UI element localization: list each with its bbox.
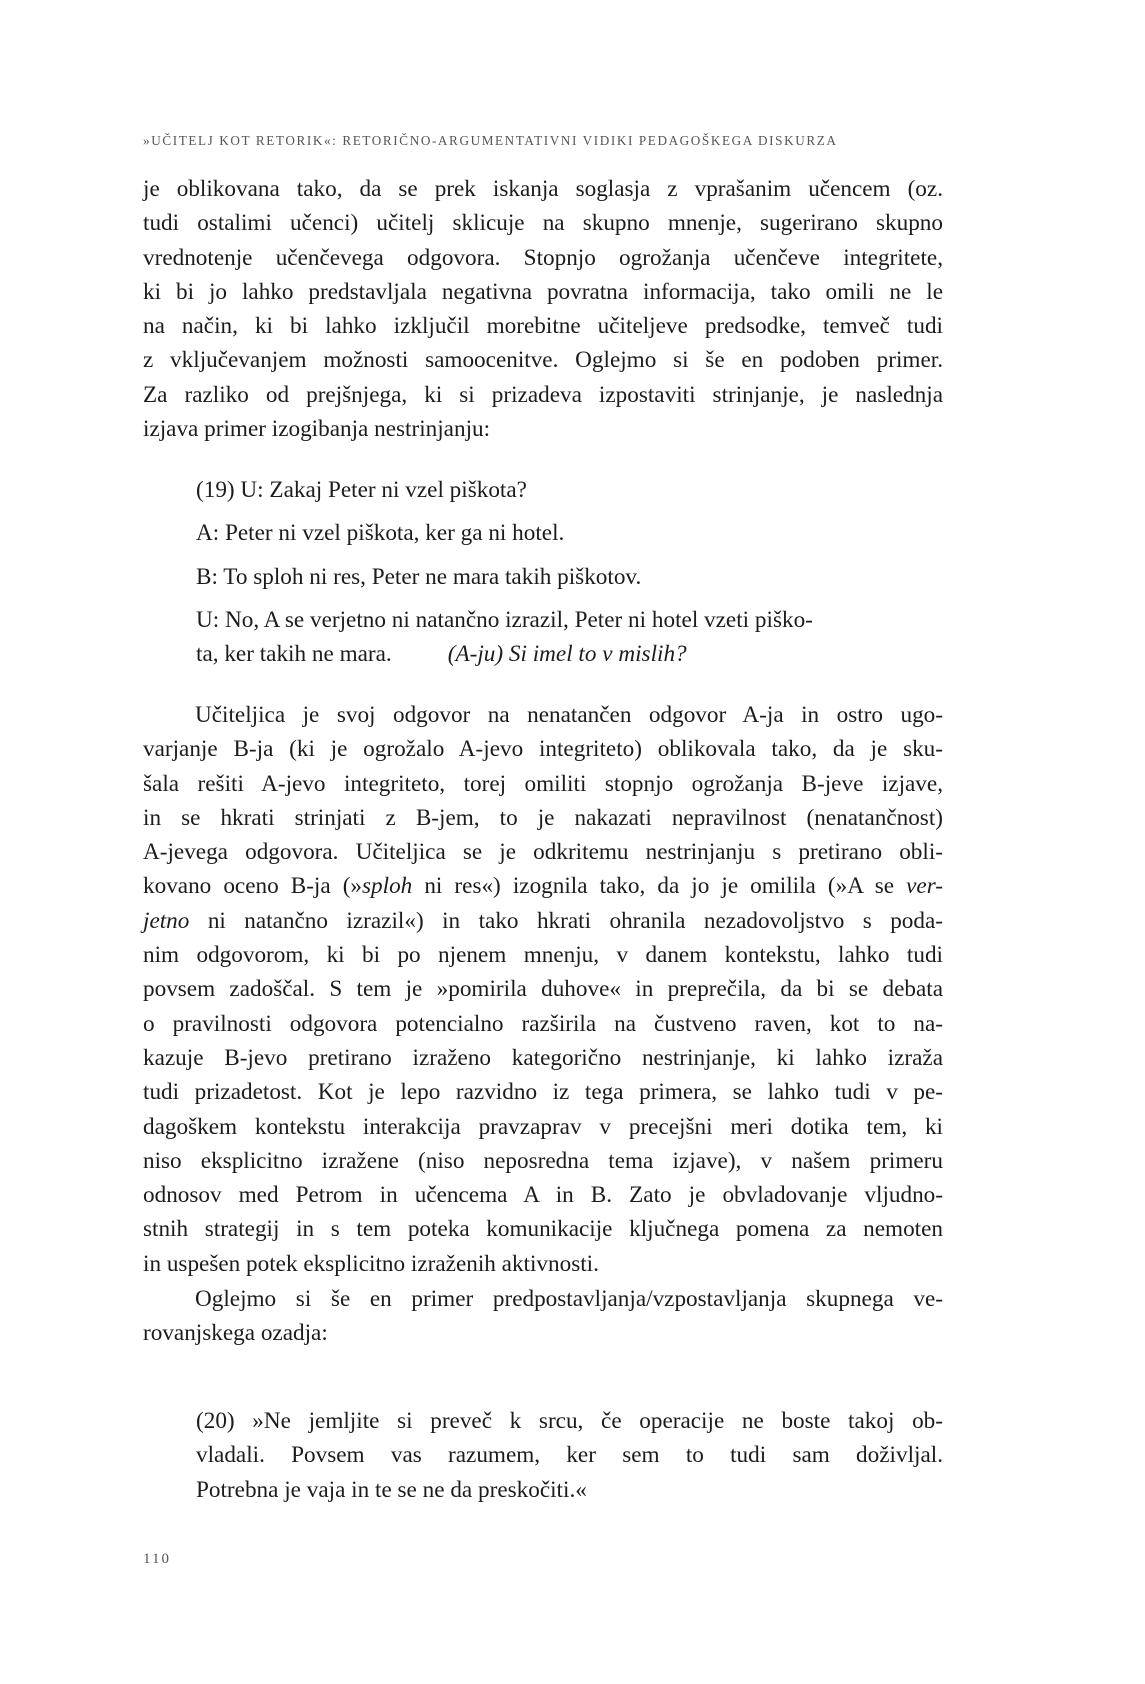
text-run: ni natančno izrazil«) in tako hkrati ohranila nezadovoljstvo s poda-	[189, 907, 943, 934]
text-line: na način, ki bi lahko izključil morebitne učiteljeve predsodke, temveč tudi	[143, 313, 943, 340]
text-line	[143, 904, 943, 938]
example-19	[196, 473, 943, 671]
text-line: o pravilnosti odgovora potencialno razširila na čustveno raven, kot to na-	[143, 1010, 943, 1037]
text-run-italic: jetno	[143, 907, 190, 934]
text-line: izjava primer izogibanja nestrinjanju:	[143, 416, 491, 443]
text-line: in se hkrati strinjati z B-jem, to je nakazati nepravilnost (nenatančnost)	[143, 804, 943, 831]
text-line: povsem zadoščal. S tem je »pomirila duhove« in preprečila, da bi se debata	[143, 976, 943, 1003]
text-line: kazuje B-jevo pretirano izraženo kategorično nestrinjanje, ki lahko izraža	[143, 1044, 943, 1071]
text-line: šala rešiti A-jevo integriteto, torej omiliti stopnjo ogrožanja B-jeve izjave,	[143, 770, 943, 797]
paragraph-3	[143, 1282, 943, 1351]
text-line: Učiteljica je svoj odgovor na nenatančen odgovor A-ja in ostro ugo-	[195, 702, 943, 728]
text-line: Za razliko od prejšnjega, ki si prizadeva izpostaviti strinjanje, je naslednja	[143, 381, 943, 408]
example-text: ta, ker takih ne mara.	[196, 641, 392, 668]
example-aside-italic: (A-ju) Si imel to v mislih?	[447, 641, 687, 668]
text-line: odnosov med Petrom in učencema A in B. Zato je obvladovanje vljudno-	[143, 1182, 943, 1209]
text-line: ki bi jo lahko predstavljala negativna povratna informacija, tako omili ne le	[143, 278, 943, 305]
text-line: tudi prizadetost. Kot je lepo razvidno iz tega primera, se lahko tudi v pe-	[143, 1079, 943, 1106]
example-line: U: No, A se verjetno ni natančno izrazil, Peter ni hotel vzeti piško-	[196, 606, 813, 633]
example-line: A: Peter ni vzel piškota, ker ga ni hotel.	[196, 520, 565, 547]
text-line: nim odgovorom, ki bi po njenem mnenju, v danem kontekstu, lahko tudi	[143, 942, 943, 969]
example-line: B: To sploh ni res, Peter ne mara takih piškotov.	[196, 563, 642, 590]
paragraph-2	[143, 698, 943, 1281]
text-run-italic: ver-	[906, 873, 943, 900]
example-line: (19) U: Zakaj Peter ni vzel piškota?	[196, 477, 527, 503]
running-head: »UČITELJ KOT RETORIK«: RETORIČNO-ARGUMENTATIVNI VIDIKI PEDAGOŠKEGA DISKURZA	[143, 133, 838, 148]
text-line: vrednotenje učenčevega odgovora. Stopnjo ogrožanja učenčeve integritete,	[143, 244, 943, 271]
text-line	[143, 869, 943, 903]
text-line: varjanje B-ja (ki je ogrožalo A-jevo integriteto) oblikovala tako, da je sku-	[143, 736, 943, 763]
text-line: je oblikovana tako, da se prek iskanja soglasja z vprašanim učencem (oz.	[143, 176, 943, 202]
text-run-italic: sploh	[362, 873, 413, 900]
example-line	[196, 637, 943, 671]
text-line: stnih strategij in s tem poteka komunikacije ključnega pomena za nemoten	[143, 1216, 943, 1243]
example-line: (20) »Ne jemljite si preveč k srcu, če operacije ne boste takoj ob-	[196, 1408, 943, 1434]
text-line: dagoškem kontekstu interakcija pravzaprav v precejšni meri dotika tem, ki	[143, 1113, 943, 1140]
example-20	[196, 1404, 943, 1507]
text-line: in uspešen potek eksplicitno izraženih aktivnosti.	[143, 1250, 599, 1277]
paragraph-1	[143, 172, 943, 446]
text-line: Oglejmo si še en primer predpostavljanja/vzpostavljanja skupnega ve-	[195, 1286, 943, 1312]
page-number: 110	[143, 1551, 171, 1567]
text-run: kovano oceno B-ja (»	[143, 873, 363, 900]
example-line: Potrebna je vaja in te se ne da preskočiti.«	[196, 1476, 587, 1503]
text-line: rovanjskega ozadja:	[143, 1320, 328, 1347]
text-run: ni res«) izognila tako, da jo je omilila (»A se	[412, 873, 907, 900]
text-line: niso eksplicitno izražene (niso neposredna tema izjave), v našem primeru	[143, 1147, 943, 1174]
text-line: tudi ostalimi učenci) učitelj sklicuje na skupno mnenje, sugerirano skupno	[143, 210, 943, 237]
example-line: vladali. Povsem vas razumem, ker sem to tudi sam doživljal.	[196, 1442, 943, 1469]
text-line: A-jevega odgovora. Učiteljica se je odkritemu nestrinjanju s pretirano obli-	[143, 839, 943, 866]
text-line: z vključevanjem možnosti samoocenitve. Oglejmo si še en podoben primer.	[143, 347, 943, 374]
